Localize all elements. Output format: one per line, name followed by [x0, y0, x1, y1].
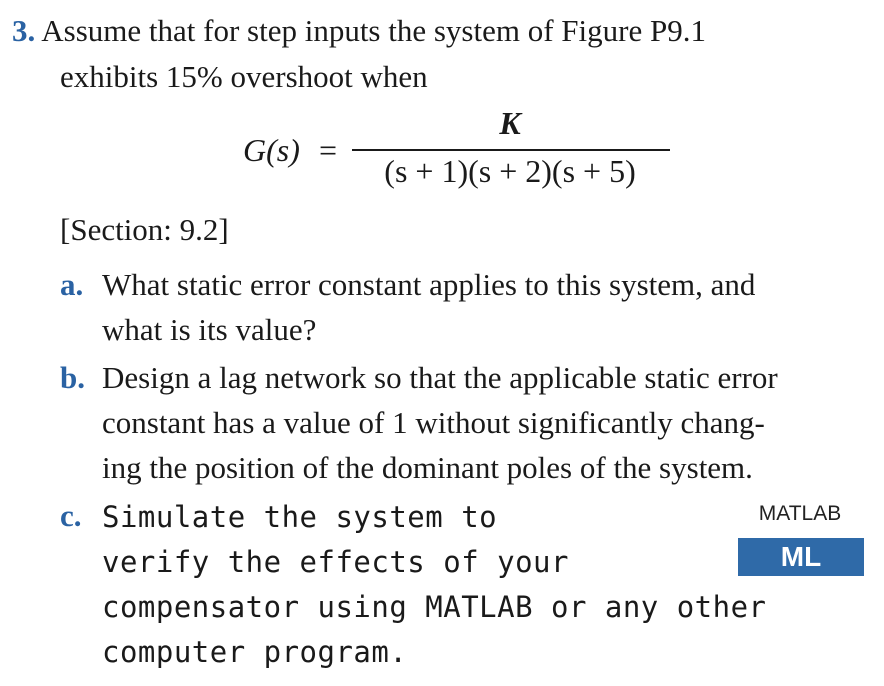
part-b-line: constant has a value of 1 without significantly chang- — [102, 405, 765, 440]
section-reference: [Section: 9.2] — [60, 212, 229, 247]
part-a-text — [102, 262, 862, 352]
part-b-line: Design a lag network so that the applicable static error — [102, 360, 778, 395]
equation-equals: = — [319, 132, 338, 168]
part-c-line: verify the effects of your — [102, 545, 569, 579]
problem-number: 3. — [12, 13, 36, 48]
matlab-label: MATLAB — [758, 502, 842, 525]
part-c-line: compensator using MATLAB or any other — [102, 590, 767, 624]
part-a-line: What static error constant applies to this system, and — [102, 267, 756, 302]
equation-numerator: K — [499, 105, 521, 141]
part-c-line: Simulate the system to — [102, 500, 498, 534]
part-b-line: ing the position of the dominant poles of the system. — [102, 450, 753, 485]
ml-badge-icon: ML — [738, 538, 864, 576]
problem-text-line-1: Assume that for step inputs the system of Figure P9.1 — [41, 13, 706, 48]
problem-line-1 — [12, 8, 706, 54]
problem-text-line-2: exhibits 15% overshoot when — [60, 59, 428, 94]
equation-denominator: (s + 1)(s + 2)(s + 5) — [384, 153, 636, 189]
part-c-label: c. — [60, 498, 82, 533]
part-b-text — [102, 355, 862, 490]
part-a-line: what is its value? — [102, 312, 317, 347]
part-a-label: a. — [60, 267, 84, 302]
transfer-function-equation — [0, 105, 884, 195]
part-c-line: computer program. — [102, 635, 408, 669]
part-b-label: b. — [60, 360, 85, 395]
fraction-bar — [352, 149, 670, 151]
equation-lhs: G(s) — [243, 132, 300, 168]
